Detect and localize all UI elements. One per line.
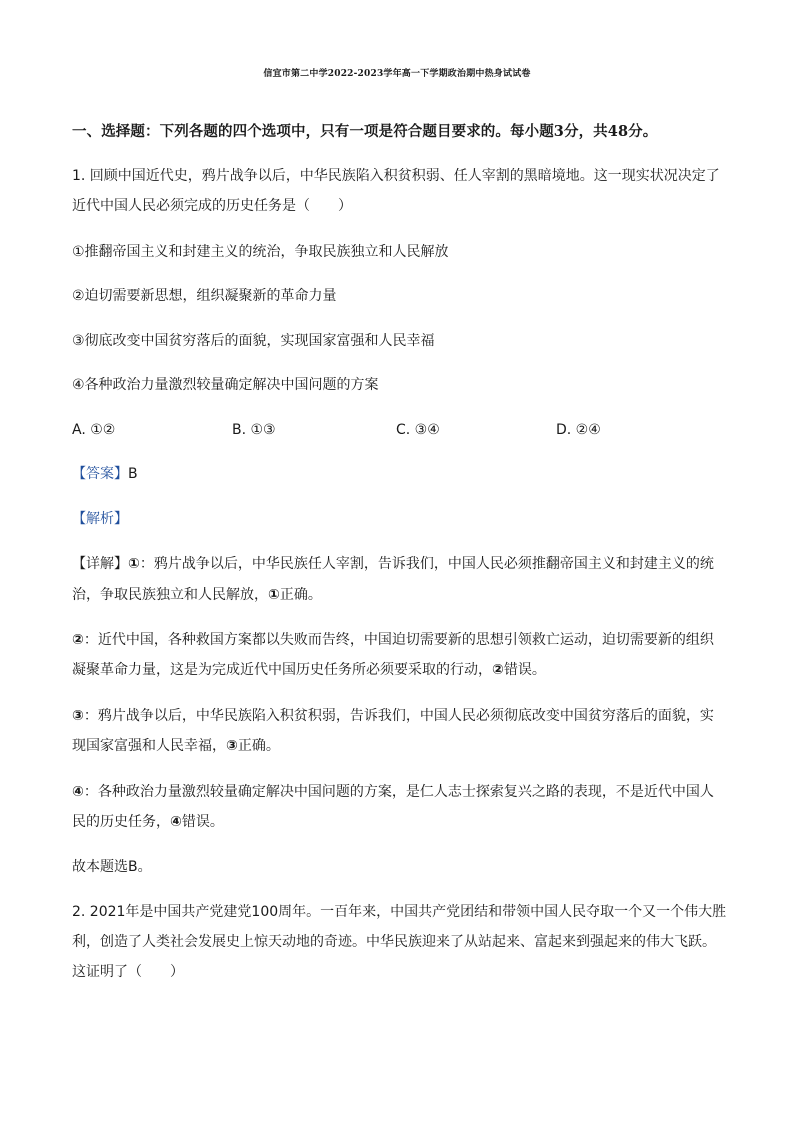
detail-4-line1 [72,782,714,802]
detail-1-text2: 治，争取民族独立和人民解放， [72,587,268,603]
q1-item-2: ②迫切需要新思想，组织凝聚新的革命力量 [72,288,337,304]
answer-tag: 【答案】 [72,466,128,482]
q2-stem-line3: 这证明了（ ） [72,964,184,980]
detail-2-text2: 凝聚革命力量，这是为完成近代中国历史任务所必须要采取的行动， [72,662,492,678]
q1-option-d: D. ②④ [556,422,601,438]
q1-item-1: ①推翻帝国主义和封建主义的统治，争取民族独立和人民解放 [72,244,449,260]
detail-3-line1 [72,706,714,726]
detail-tag: 【详解】 [72,556,128,572]
detail-1-text: ：鸦片战争以后，中华民族任人宰割，告诉我们，中国人民必须推翻帝国主义和封建主义的统 [139,556,714,572]
detail-4-mark2: ④ [170,814,182,830]
detail-3-verdict: 正确。 [237,738,280,754]
detail-3-mark2: ③ [226,738,238,754]
q1-option-b: B. ①③ [232,422,276,438]
answer-value: B [128,466,138,482]
detail-1-mark: ① [128,556,140,572]
detail-3-text: ：鸦片战争以后，中华民族陷入积贫积弱，告诉我们，中国人民必须彻底改变中国贫穷落后的面貌，实 [83,708,714,724]
q1-item-4: ④各种政治力量激烈较量确定解决中国问题的方案 [72,377,379,393]
detail-4-text2: 民的历史任务， [72,814,170,830]
page-title: 信宜市第二中学2022-2023学年高一下学期政治期中热身试试卷 [263,69,531,79]
analysis-tag: 【解析】 [72,511,128,527]
q1-option-c: C. ③④ [396,422,440,438]
detail-1-line2 [72,585,322,605]
detail-2-verdict: 错误。 [503,662,546,678]
q1-conclusion: 故本题选B。 [72,859,152,875]
q1-answer [72,464,138,484]
q1-item-3: ③彻底改变中国贫穷落后的面貌，实现国家富强和人民幸福 [72,333,435,349]
q1-stem-line1: 1. 回顾中国近代史，鸦片战争以后，中华民族陷入积贫积弱、任人宰割的黑暗境地。这一现实状况决定了 [72,168,720,184]
q1-analysis [72,509,128,529]
detail-2-text: ：近代中国，各种救国方案都以失败而告终，中国迫切需要新的思想引领救亡运动，迫切需要新的组织 [83,632,714,648]
detail-2-line2 [72,660,546,680]
detail-2-mark2: ② [492,662,504,678]
q2-stem-line2: 利，创造了人类社会发展史上惊天动地的奇迹。中华民族迎来了从站起来、富起来到强起来的伟大飞跃。 [72,934,716,950]
detail-4-line2 [72,812,224,832]
detail-3-line2 [72,736,280,756]
detail-4-mark: ④ [72,784,84,800]
q1-option-a: A. ①② [72,422,116,438]
detail-3-mark: ③ [72,708,84,724]
section-heading: 一、选择题：下列各题的四个选项中，只有一项是符合题目要求的。每小题3分，共48分。 [72,123,658,140]
q2-stem-line1: 2. 2021年是中国共产党建党100周年。一百年来，中国共产党团结和带领中国人民夺取一个又一个伟大胜 [72,904,727,920]
q1-stem-line2: 近代中国人民必须完成的历史任务是（ ） [72,198,352,214]
detail-4-text: ：各种政治力量激烈较量确定解决中国问题的方案，是仁人志士探索复兴之路的表现，不是近代中国人 [83,784,714,800]
detail-3-text2: 现国家富强和人民幸福， [72,738,226,754]
detail-1-verdict: 正确。 [279,587,322,603]
detail-2-line1 [72,630,714,650]
detail-4-verdict: 错误。 [181,814,224,830]
detail-1-line1 [72,554,714,574]
detail-1-mark2: ① [268,587,280,603]
detail-2-mark: ② [72,632,84,648]
